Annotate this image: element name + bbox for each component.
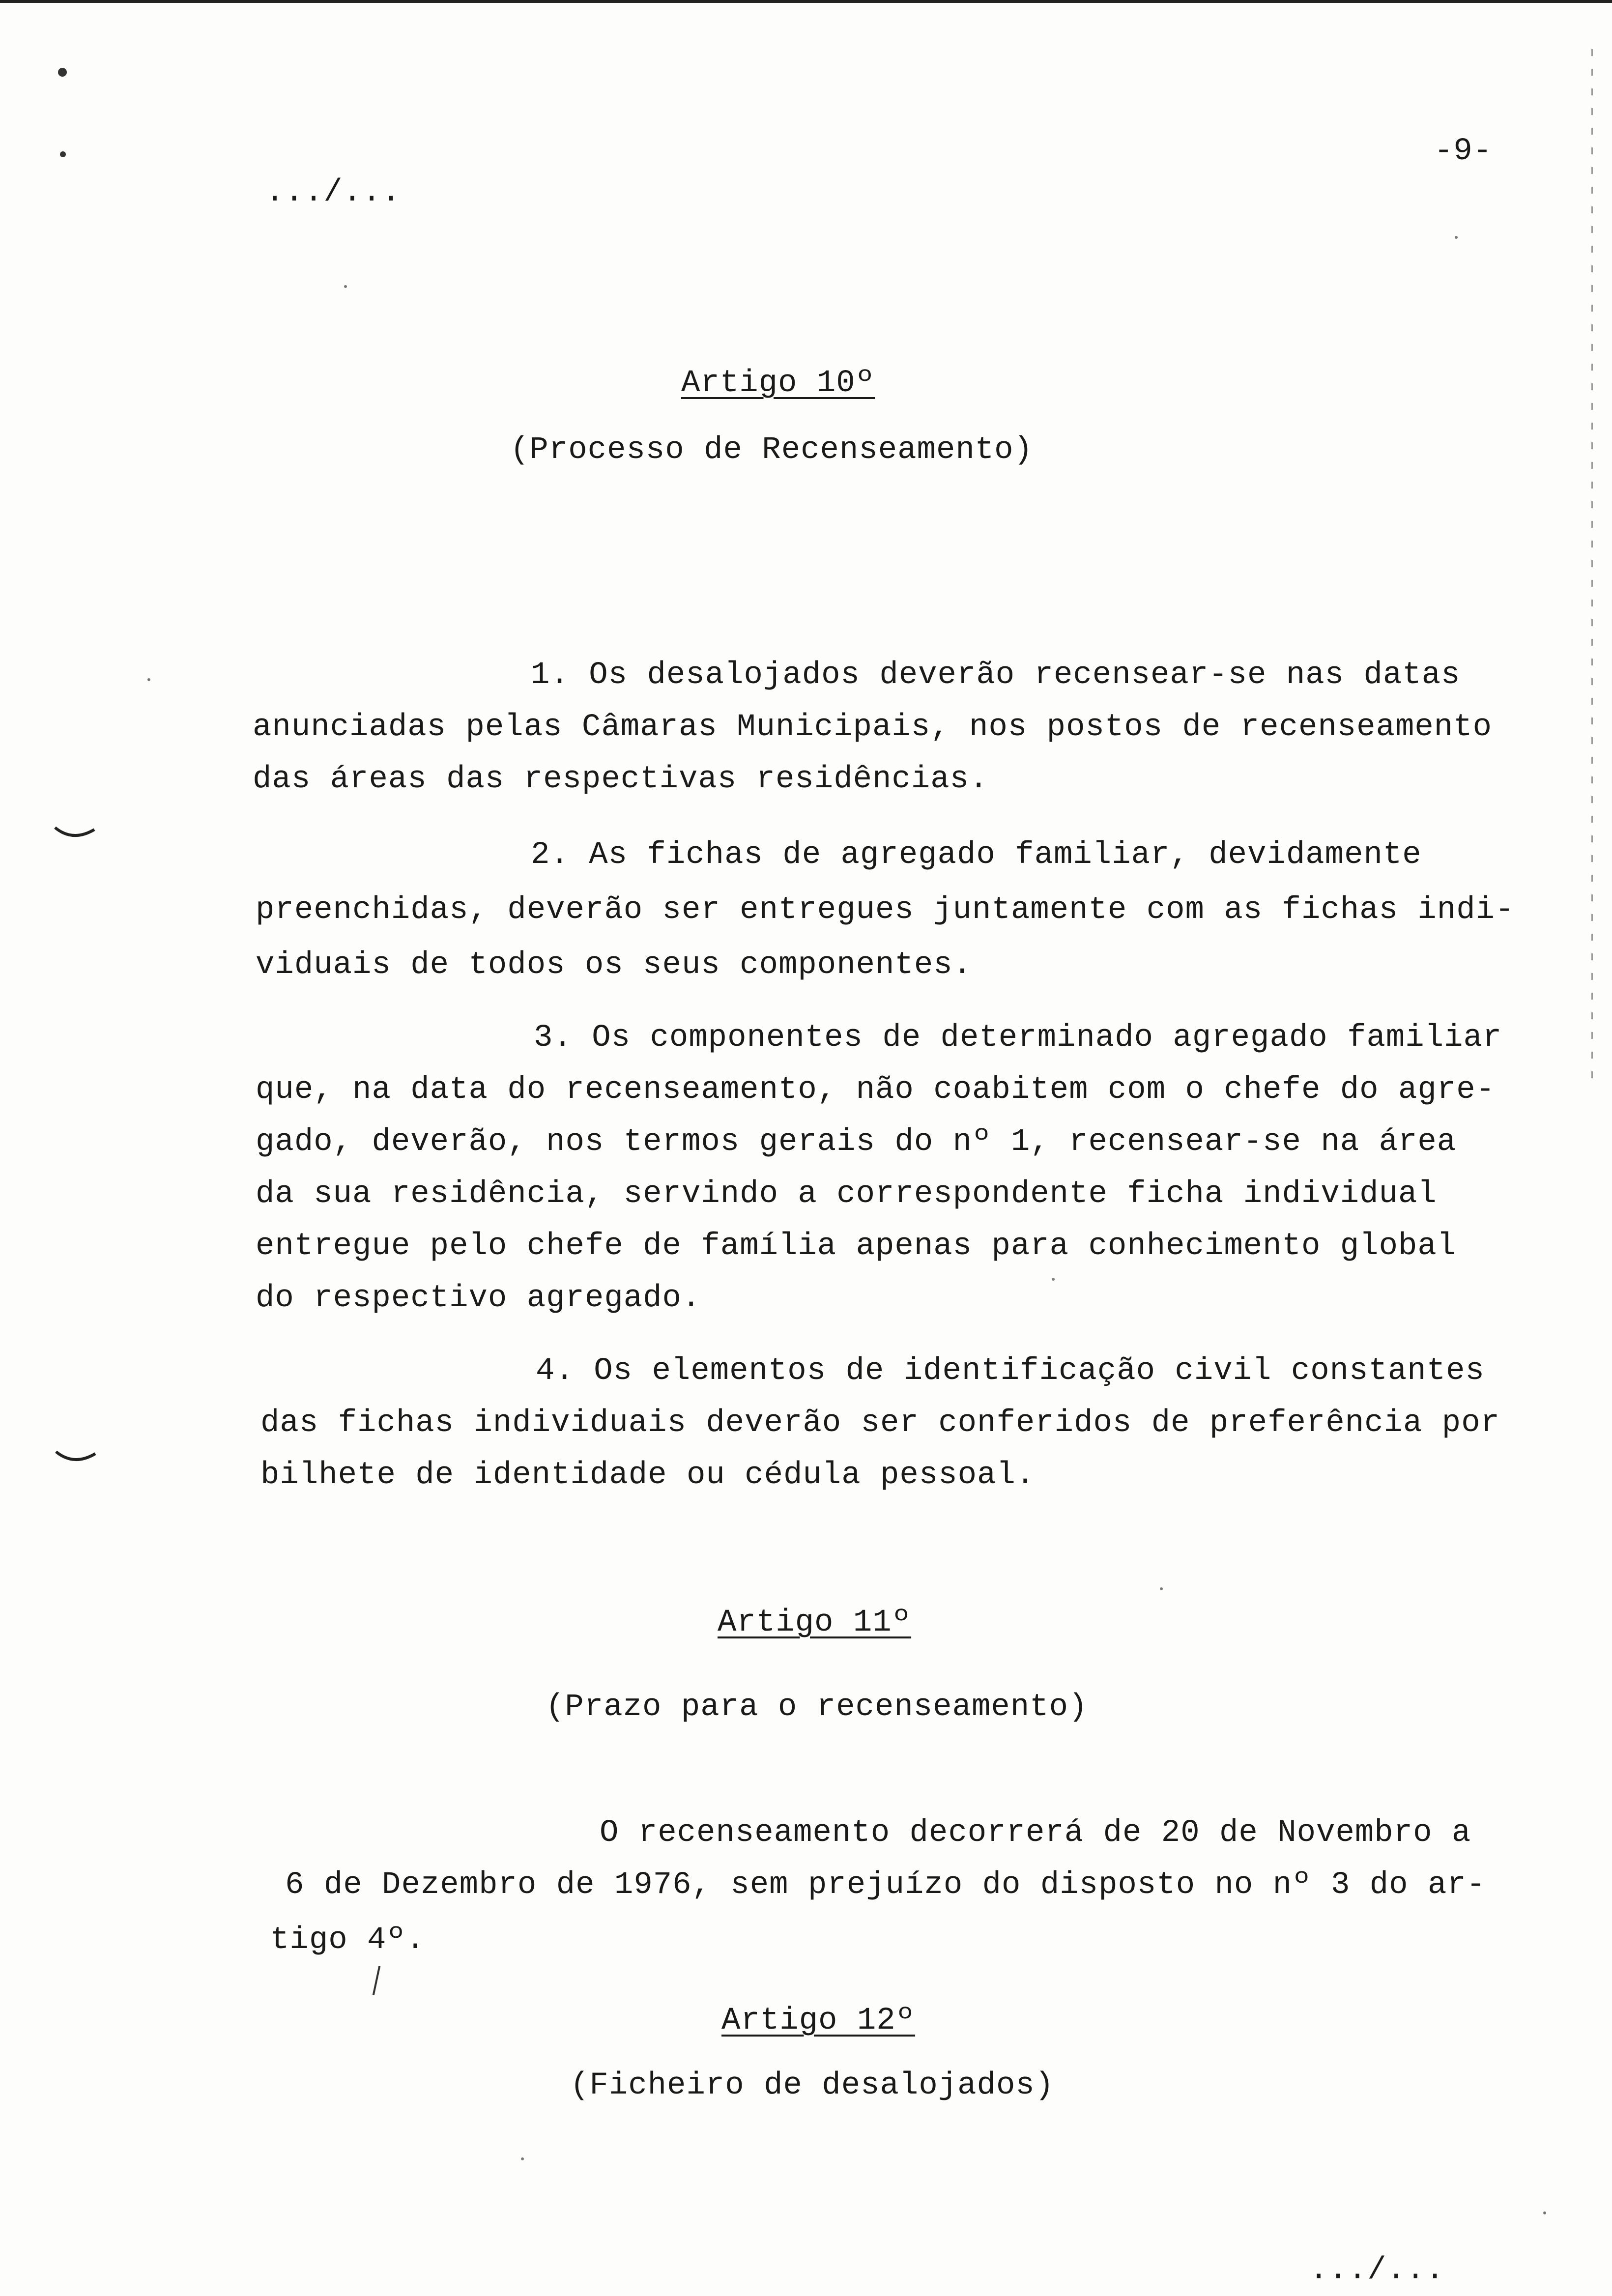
scan-speck	[521, 2157, 524, 2160]
article-11-paragraph-line: 6 de Dezembro de 1976, sem prejuízo do disposto no nº 3 do ar-	[285, 1867, 1486, 1903]
article-10-paragraph-1-line: das áreas das respectivas residências.	[253, 762, 989, 797]
top-border-line	[0, 0, 1612, 3]
article-10-paragraph-3-line: da sua residência, servindo a correspondente ficha individual	[256, 1177, 1437, 1212]
scan-speck	[344, 285, 347, 288]
article-10-paragraph-2-line: preenchidas, deverão ser entregues juntamente com as fichas indi-	[256, 892, 1515, 928]
handwritten-stroke	[373, 1966, 380, 1995]
article-10-paragraph-4-line: das fichas individuais deverão ser conferidos de preferência por	[260, 1406, 1500, 1441]
binding-mark-icon	[54, 1450, 98, 1464]
scan-speck	[147, 678, 150, 681]
article-10-paragraph-2-line: 2. As fichas de agregado familiar, devidamente	[531, 837, 1422, 873]
article-10-paragraph-3-line: gado, deverão, nos termos gerais do nº 1, recensear-se na área	[256, 1124, 1457, 1160]
scan-speck	[1160, 1587, 1163, 1590]
article-10-paragraph-3-line: 3. Os componentes de determinado agregado familiar	[534, 1020, 1502, 1056]
article-10-subtitle: (Processo de Recenseamento)	[510, 432, 1033, 468]
article-11-paragraph-line: O recenseamento decorrerá de 20 de Novembro a	[600, 1815, 1471, 1851]
article-12-heading: Artigo 12º	[721, 2003, 916, 2038]
continuation-marker-bottom: .../...	[1309, 2253, 1445, 2288]
article-10-paragraph-4-line: 4. Os elementos de identificação civil constantes	[536, 1353, 1485, 1389]
binding-mark-icon	[53, 826, 97, 840]
article-11-heading: Artigo 11º	[718, 1605, 912, 1640]
article-10-paragraph-3-line: do respectivo agregado.	[256, 1281, 701, 1316]
page-number: -9-	[1434, 134, 1493, 169]
article-12-subtitle: (Ficheiro de desalojados)	[570, 2068, 1055, 2103]
punch-mark	[60, 151, 66, 157]
article-10-heading: Artigo 10º	[681, 366, 875, 401]
scan-speck	[1543, 2211, 1546, 2214]
punch-mark	[58, 68, 67, 77]
article-10-paragraph-1-line: anunciadas pelas Câmaras Municipais, nos postos de recenseamento	[253, 710, 1492, 745]
scan-speck	[1052, 1278, 1055, 1281]
article-11-subtitle: (Prazo para o recenseamento)	[546, 1690, 1088, 1725]
article-10-paragraph-3-line: entregue pelo chefe de família apenas para conhecimento global	[256, 1229, 1457, 1264]
article-10-paragraph-4-line: bilhete de identidade ou cédula pessoal.	[260, 1458, 1036, 1493]
article-10-paragraph-2-line: viduais de todos os seus componentes.	[256, 947, 973, 983]
article-10-paragraph-3-line: que, na data do recenseamento, não coabitem com o chefe do agre-	[256, 1072, 1495, 1108]
article-10-paragraph-1-line: 1. Os desalojados deverão recensear-se nas datas	[531, 658, 1461, 693]
continuation-marker-top: .../...	[265, 175, 401, 210]
scan-edge-line	[1591, 49, 1593, 1081]
scan-speck	[1455, 236, 1458, 239]
article-11-paragraph-line: tigo 4º.	[270, 1923, 426, 1958]
